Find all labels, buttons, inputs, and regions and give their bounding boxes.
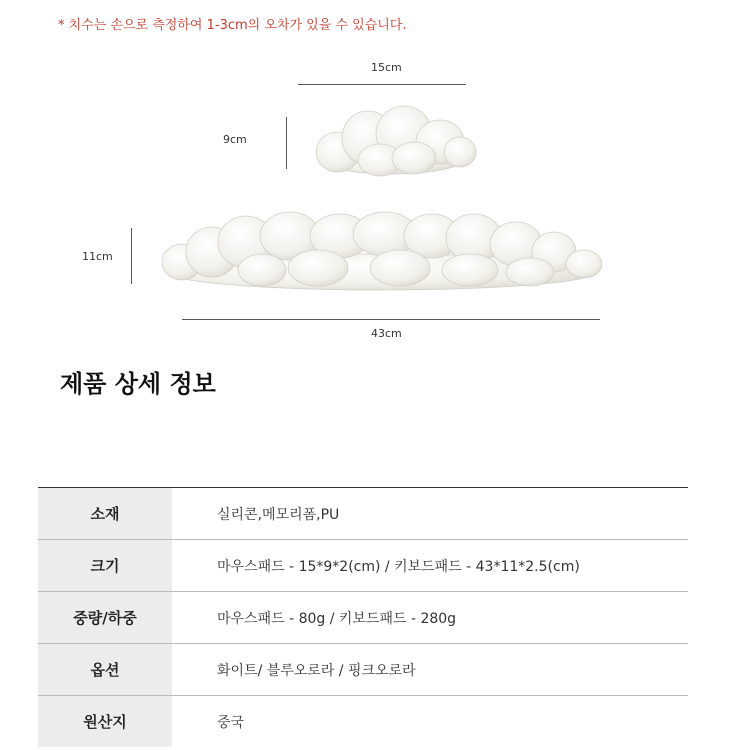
spec-row-material: [38, 488, 688, 540]
spec-row-size: [38, 540, 688, 592]
section-title: 제품 상세 정보: [60, 370, 216, 398]
spec-value: 중국: [217, 714, 245, 731]
measurement-note: * 치수는 손으로 측정하여 1-3cm의 오차가 있을 수 있습니다.: [58, 18, 407, 33]
spec-value: 화이트/ 블루오로라 / 핑크오로라: [217, 662, 416, 679]
spec-label: 소재: [38, 488, 172, 539]
spec-value: 마우스패드 - 15*9*2(cm) / 키보드패드 - 43*11*2.5(cm): [217, 558, 580, 575]
spec-row-origin: [38, 696, 688, 747]
large-height-label: 11cm: [82, 250, 113, 263]
product-clouds-image: [0, 0, 750, 360]
spec-label: 옵션: [38, 644, 172, 695]
spec-label: 중량/하중: [38, 592, 172, 643]
spec-label: 원산지: [38, 696, 172, 747]
spec-table: [38, 487, 688, 747]
small-height-label: 9cm: [223, 133, 247, 146]
spec-row-options: [38, 644, 688, 696]
spec-row-weight: [38, 592, 688, 644]
small-cloud-pad: [316, 106, 476, 176]
large-cloud-pad: [162, 212, 602, 290]
spec-value: 마우스패드 - 80g / 키보드패드 - 280g: [217, 610, 457, 627]
large-width-label: 43cm: [371, 327, 402, 340]
small-width-label: 15cm: [371, 61, 402, 74]
spec-value: 실리콘,메모리폼,PU: [217, 506, 340, 523]
spec-label: 크기: [38, 540, 172, 591]
